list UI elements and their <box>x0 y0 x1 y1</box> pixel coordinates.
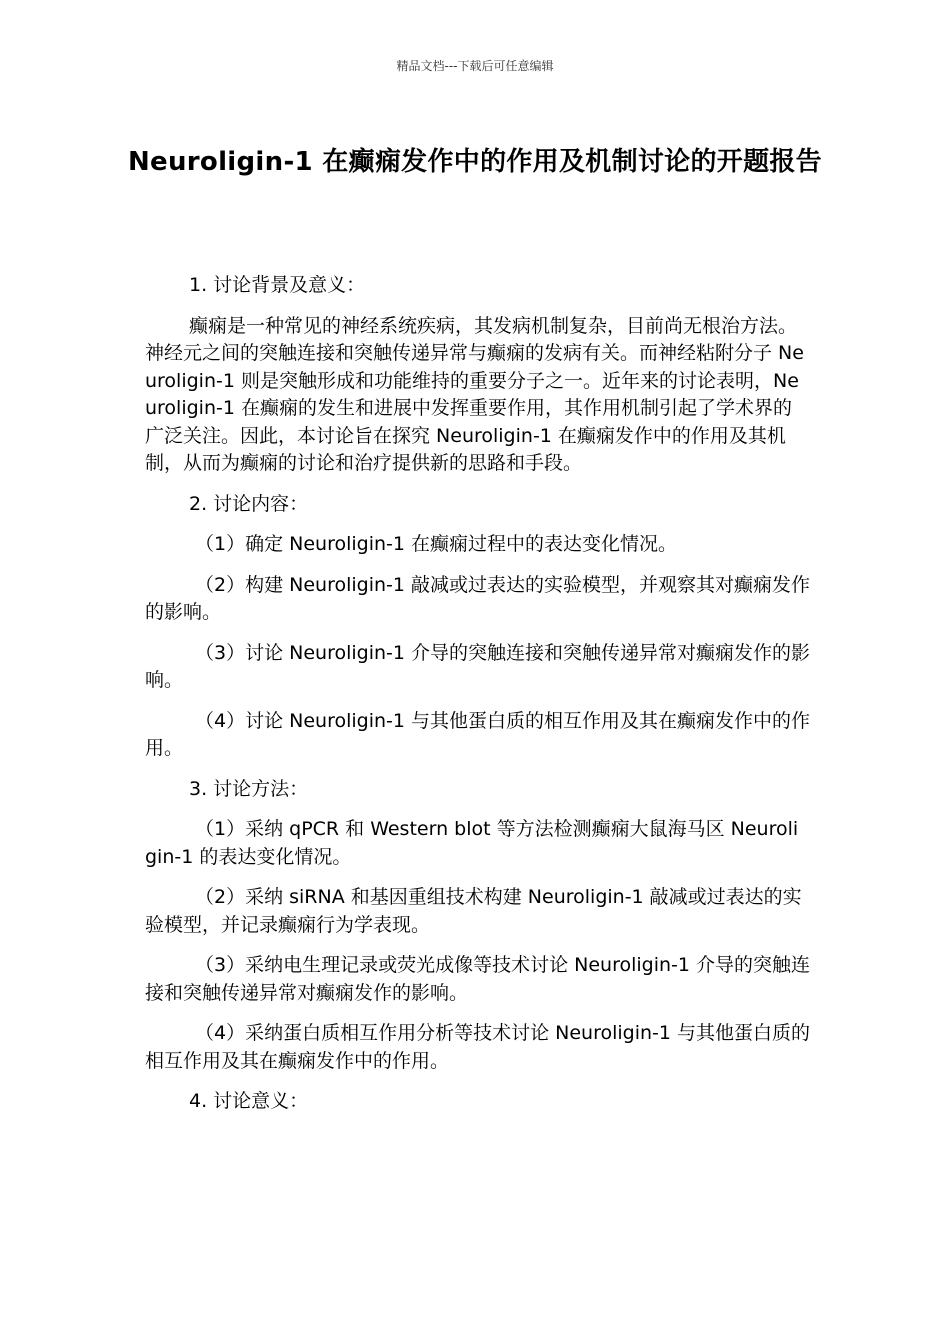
section-3-heading: 3. 讨论方法： <box>189 777 309 800</box>
section-2-item-4: （4）讨论 Neuroligin-1 与其他蛋白质的相互作用及其在癫痫发作中的作用。 <box>145 709 811 759</box>
section-3-item-1: （1）采纳 qPCR 和 Western blot 等方法检测癫痫大鼠海马区 Neuroligin-1 的表达变化情况。 <box>145 818 799 868</box>
section-3-item-3: （3）采纳电生理记录或荧光成像等技术讨论 Neuroligin-1 介导的突触连接和突触传递异常对癫痫发作的影响。 <box>145 954 811 1004</box>
section-4-heading: 4. 讨论意义： <box>189 1090 309 1112</box>
page-header-note: 精品文档---下载后可任意编辑 <box>396 59 554 73</box>
document-body <box>145 272 810 1129</box>
section-2-item-1: （1）确定 Neuroligin-1 在癫痫过程中的表达变化情况。 <box>195 533 678 555</box>
document-title: Neuroligin-1 在癫痫发作中的作用及机制讨论的开题报告 <box>128 147 822 177</box>
section-3-item-2: （2）采纳 siRNA 和基因重组技术构建 Neuroligin-1 敲减或过表达的实验模型，并记录癫痫行为学表现。 <box>145 886 802 936</box>
section-3-item-4: （4）采纳蛋白质相互作用分析等技术讨论 Neuroligin-1 与其他蛋白质的相互作用及其在癫痫发作中的作用。 <box>145 1022 811 1072</box>
section-1-paragraph: 癫痫是一种常见的神经系统疾病，其发病机制复杂，目前尚无根治方法。神经元之间的突触连接和突触传递异常与癫痫的发病有关。而神经粘附分子 Neuroligin-1 则是突触形成和功能维持的重要分子之一。近年来的讨论表明，Neuroligin-1 在癫痫的发生和进展中发挥重要作用，其作用机制引起了学术界的广泛关注。因此，本讨论旨在探究 Neuroligin-1 在癫痫发作中的作用及其机制，从而为癫痫的讨论和治疗提供新的思路和手段。 <box>145 314 804 474</box>
section-2-item-2: （2）构建 Neuroligin-1 敲减或过表达的实验模型，并观察其对癫痫发作的影响。 <box>145 573 811 623</box>
section-2-item-3: （3）讨论 Neuroligin-1 介导的突触连接和突触传递异常对癫痫发作的影响。 <box>145 641 811 691</box>
section-2-heading: 2. 讨论内容： <box>189 492 309 515</box>
section-1-heading: 1. 讨论背景及意义： <box>189 274 366 296</box>
